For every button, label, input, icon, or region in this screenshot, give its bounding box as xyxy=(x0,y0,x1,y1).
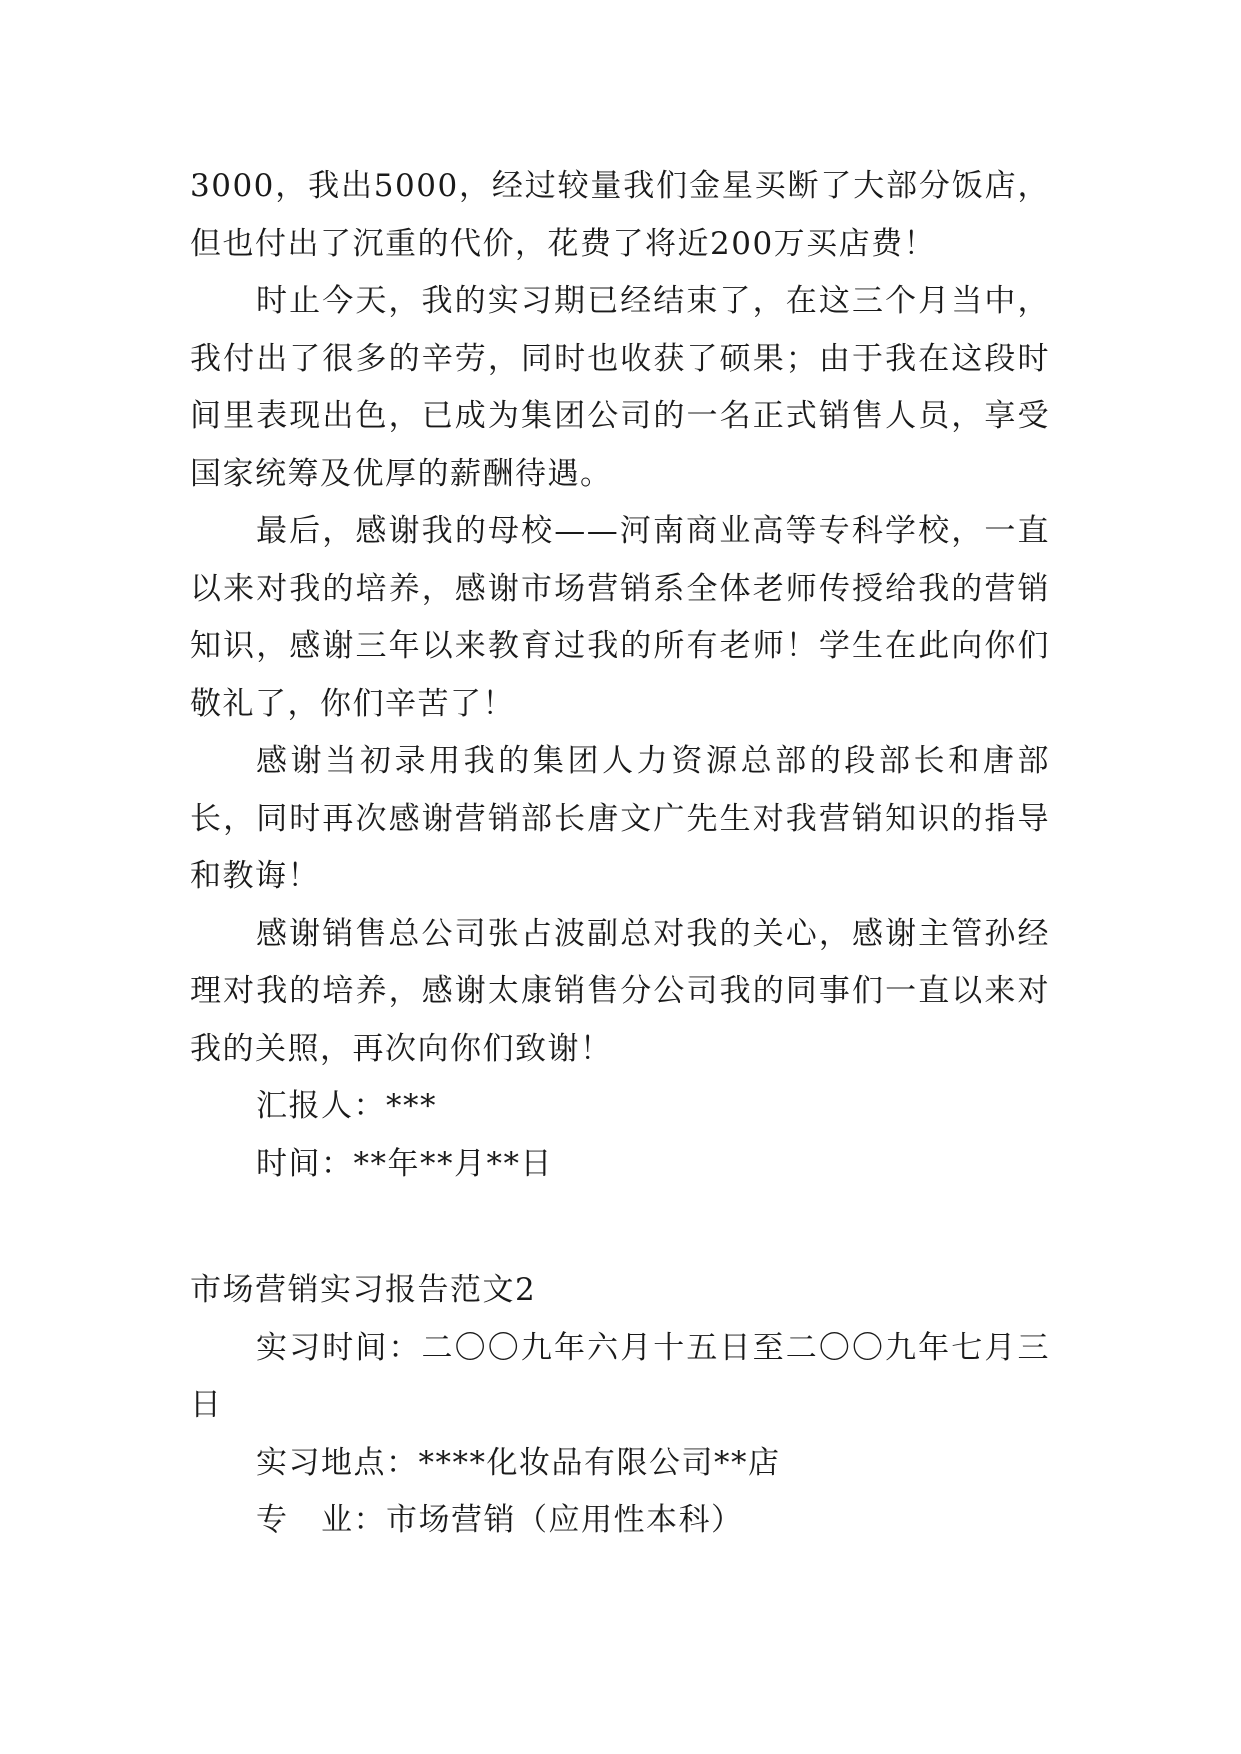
reporter-line: 汇报人：*** xyxy=(256,1088,437,1124)
internship-location: 实习地点：****化妆品有限公司**店 xyxy=(256,1444,781,1481)
paragraph-continuation: 3000，我出5000，经过较量我们金星买断了大部分饭店，但也付出了沉重的代价，花费了将近200万买店费！ xyxy=(190,168,1050,262)
report-section-1 xyxy=(190,158,1050,1193)
date-line: 时间：**年**月**日 xyxy=(256,1145,553,1182)
paragraph-thanks-hr: 感谢当初录用我的集团人力资源总部的段部长和唐部长，同时再次感谢营销部长唐文广先生对我营销知识的指导和教诲！ xyxy=(190,743,1050,894)
report-section-2 xyxy=(190,1262,1050,1550)
section-title: 市场营销实习报告范文2 xyxy=(190,1272,537,1308)
major-line: 专 业：市场营销（应用性本科） xyxy=(256,1502,744,1538)
paragraph-internship-ended: 时止今天，我的实习期已经结束了，在这三个月当中，我付出了很多的辛劳，同时也收获了硕果；由于我在这段时间里表现出色，已成为集团公司的一名正式销售人员，享受国家统筹及优厚的薪酬待遇。 xyxy=(190,283,1050,492)
paragraph-thanks-colleagues: 感谢销售总公司张占波副总对我的关心，感谢主管孙经理对我的培养，感谢太康销售分公司我的同事们一直以来对我的关照，再次向你们致谢！ xyxy=(190,915,1050,1067)
internship-time: 实习时间：二〇〇九年六月十五日至二〇〇九年七月三日 xyxy=(190,1329,1050,1423)
paragraph-thanks-school: 最后，感谢我的母校——河南商业高等专科学校，一直以来对我的培养，感谢市场营销系全体老师传授给我的营销知识，感谢三年以来教育过我的所有老师！学生在此向你们敬礼了，你们辛苦了！ xyxy=(190,513,1050,722)
